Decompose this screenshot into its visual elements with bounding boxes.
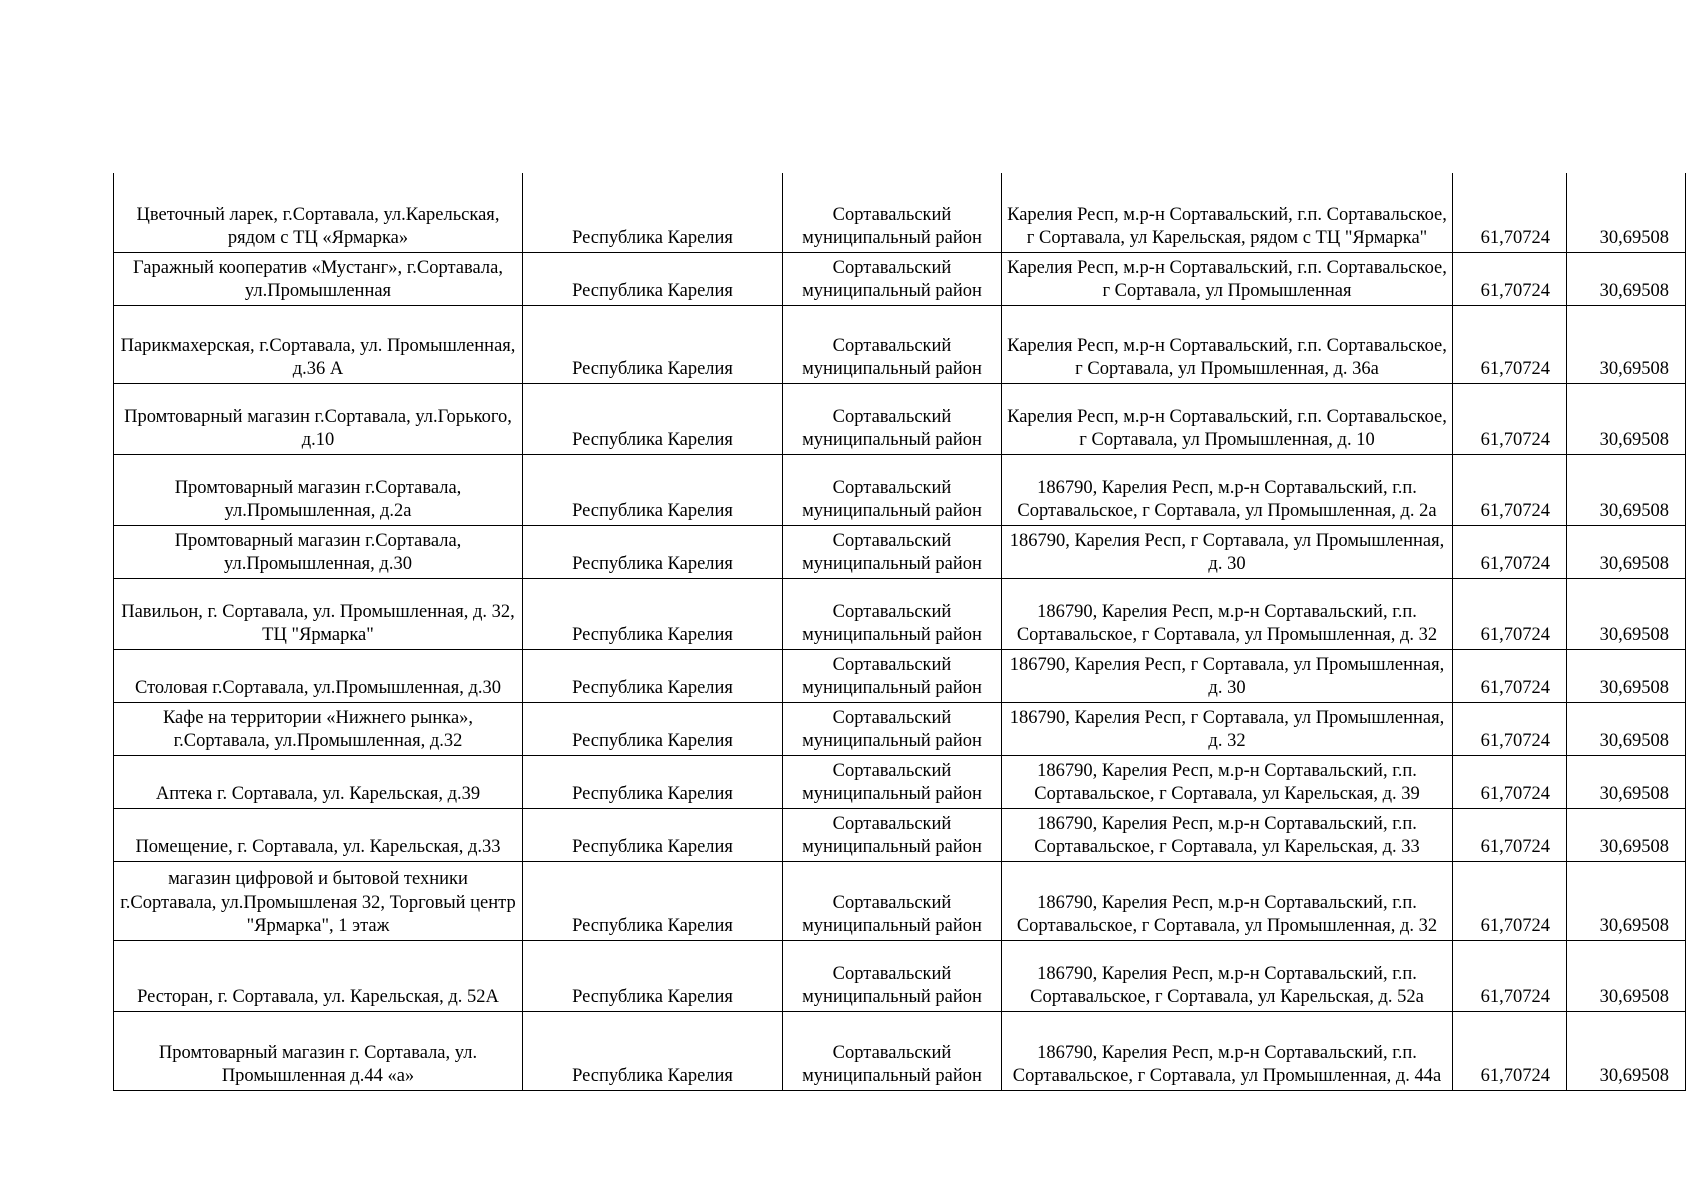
table-row	[114, 1011, 1686, 1090]
address-cell: Карелия Респ, м.р-н Сортавальский, г.п. Сортавальское, г Сортавала, ул Промышленная	[1002, 252, 1453, 305]
region-cell: Республика Карелия	[523, 454, 783, 525]
objects-table-body	[114, 173, 1686, 1090]
latitude-cell: 61,70724	[1453, 454, 1567, 525]
longitude-cell: 30,69508	[1567, 649, 1686, 702]
district-cell: Сортавальский муниципальный район	[783, 383, 1002, 454]
table-row	[114, 252, 1686, 305]
object-name-cell: Павильон, г. Сортавала, ул. Промышленная, д. 32, ТЦ "Ярмарка"	[114, 578, 523, 649]
address-cell: 186790, Карелия Респ, м.р-н Сортавальский, г.п. Сортавальское, г Сортавала, ул Промышленная, д. 44а	[1002, 1011, 1453, 1090]
longitude-cell: 30,69508	[1567, 454, 1686, 525]
region-cell: Республика Карелия	[523, 1011, 783, 1090]
district-cell: Сортавальский муниципальный район	[783, 755, 1002, 808]
longitude-cell: 30,69508	[1567, 383, 1686, 454]
address-cell: 186790, Карелия Респ, м.р-н Сортавальский, г.п. Сортавальское, г Сортавала, ул Карельская, д. 39	[1002, 755, 1453, 808]
object-name-cell: Промтоварный магазин г.Сортавала, ул.Промышленная, д.2а	[114, 454, 523, 525]
longitude-cell: 30,69508	[1567, 1011, 1686, 1090]
longitude-cell: 30,69508	[1567, 173, 1686, 252]
latitude-cell: 61,70724	[1453, 755, 1567, 808]
table-row	[114, 702, 1686, 755]
object-name-cell: Промтоварный магазин г.Сортавала, ул.Горького, д.10	[114, 383, 523, 454]
latitude-cell: 61,70724	[1453, 578, 1567, 649]
table-row	[114, 940, 1686, 1011]
region-cell: Республика Карелия	[523, 940, 783, 1011]
address-cell: 186790, Карелия Респ, г Сортавала, ул Промышленная, д. 30	[1002, 525, 1453, 578]
region-cell: Республика Карелия	[523, 808, 783, 861]
region-cell: Республика Карелия	[523, 702, 783, 755]
longitude-cell: 30,69508	[1567, 940, 1686, 1011]
object-name-cell: Цветочный ларек, г.Сортавала, ул.Карельская, рядом с ТЦ «Ярмарка»	[114, 173, 523, 252]
object-name-cell: Промтоварный магазин г. Сортавала, ул. Промышленная д.44 «а»	[114, 1011, 523, 1090]
objects-table	[113, 173, 1686, 1091]
latitude-cell: 61,70724	[1453, 525, 1567, 578]
object-name-cell: Гаражный кооператив «Мустанг», г.Сортавала, ул.Промышленная	[114, 252, 523, 305]
region-cell: Республика Карелия	[523, 861, 783, 940]
object-name-cell: Парикмахерская, г.Сортавала, ул. Промышленная, д.36 А	[114, 305, 523, 383]
district-cell: Сортавальский муниципальный район	[783, 454, 1002, 525]
region-cell: Республика Карелия	[523, 649, 783, 702]
document-page	[113, 173, 1685, 1091]
table-row	[114, 755, 1686, 808]
longitude-cell: 30,69508	[1567, 578, 1686, 649]
address-cell: 186790, Карелия Респ, м.р-н Сортавальский, г.п. Сортавальское, г Сортавала, ул Карельская, д. 52а	[1002, 940, 1453, 1011]
latitude-cell: 61,70724	[1453, 702, 1567, 755]
table-row	[114, 808, 1686, 861]
district-cell: Сортавальский муниципальный район	[783, 252, 1002, 305]
latitude-cell: 61,70724	[1453, 861, 1567, 940]
region-cell: Республика Карелия	[523, 252, 783, 305]
table-row	[114, 861, 1686, 940]
longitude-cell: 30,69508	[1567, 702, 1686, 755]
district-cell: Сортавальский муниципальный район	[783, 808, 1002, 861]
object-name-cell: Промтоварный магазин г.Сортавала, ул.Промышленная, д.30	[114, 525, 523, 578]
latitude-cell: 61,70724	[1453, 808, 1567, 861]
address-cell: 186790, Карелия Респ, м.р-н Сортавальский, г.п. Сортавальское, г Сортавала, ул Карельская, д. 33	[1002, 808, 1453, 861]
address-cell: Карелия Респ, м.р-н Сортавальский, г.п. Сортавальское, г Сортавала, ул Промышленная, д. 36а	[1002, 305, 1453, 383]
district-cell: Сортавальский муниципальный район	[783, 1011, 1002, 1090]
longitude-cell: 30,69508	[1567, 525, 1686, 578]
district-cell: Сортавальский муниципальный район	[783, 649, 1002, 702]
region-cell: Республика Карелия	[523, 578, 783, 649]
latitude-cell: 61,70724	[1453, 649, 1567, 702]
address-cell: 186790, Карелия Респ, м.р-н Сортавальский, г.п. Сортавальское, г Сортавала, ул Промышленная, д. 2а	[1002, 454, 1453, 525]
longitude-cell: 30,69508	[1567, 755, 1686, 808]
table-row	[114, 383, 1686, 454]
district-cell: Сортавальский муниципальный район	[783, 525, 1002, 578]
district-cell: Сортавальский муниципальный район	[783, 305, 1002, 383]
region-cell: Республика Карелия	[523, 173, 783, 252]
object-name-cell: Помещение, г. Сортавала, ул. Карельская, д.33	[114, 808, 523, 861]
region-cell: Республика Карелия	[523, 383, 783, 454]
region-cell: Республика Карелия	[523, 525, 783, 578]
longitude-cell: 30,69508	[1567, 808, 1686, 861]
table-row	[114, 305, 1686, 383]
address-cell: 186790, Карелия Респ, м.р-н Сортавальский, г.п. Сортавальское, г Сортавала, ул Промышленная, д. 32	[1002, 578, 1453, 649]
district-cell: Сортавальский муниципальный район	[783, 861, 1002, 940]
district-cell: Сортавальский муниципальный район	[783, 578, 1002, 649]
address-cell: Карелия Респ, м.р-н Сортавальский, г.п. Сортавальское, г Сортавала, ул Промышленная, д. 10	[1002, 383, 1453, 454]
region-cell: Республика Карелия	[523, 305, 783, 383]
latitude-cell: 61,70724	[1453, 1011, 1567, 1090]
longitude-cell: 30,69508	[1567, 252, 1686, 305]
table-row	[114, 525, 1686, 578]
latitude-cell: 61,70724	[1453, 173, 1567, 252]
address-cell: 186790, Карелия Респ, м.р-н Сортавальский, г.п. Сортавальское, г Сортавала, ул Промышленная, д. 32	[1002, 861, 1453, 940]
table-row	[114, 649, 1686, 702]
district-cell: Сортавальский муниципальный район	[783, 702, 1002, 755]
district-cell: Сортавальский муниципальный район	[783, 940, 1002, 1011]
object-name-cell: Ресторан, г. Сортавала, ул. Карельская, д. 52А	[114, 940, 523, 1011]
object-name-cell: Аптека г. Сортавала, ул. Карельская, д.39	[114, 755, 523, 808]
latitude-cell: 61,70724	[1453, 940, 1567, 1011]
address-cell: 186790, Карелия Респ, г Сортавала, ул Промышленная, д. 30	[1002, 649, 1453, 702]
region-cell: Республика Карелия	[523, 755, 783, 808]
longitude-cell: 30,69508	[1567, 305, 1686, 383]
latitude-cell: 61,70724	[1453, 305, 1567, 383]
latitude-cell: 61,70724	[1453, 383, 1567, 454]
object-name-cell: магазин цифровой и бытовой техники г.Сортавала, ул.Промышленая 32, Торговый центр "Ярмарка", 1 этаж	[114, 861, 523, 940]
table-row	[114, 173, 1686, 252]
object-name-cell: Столовая г.Сортавала, ул.Промышленная, д.30	[114, 649, 523, 702]
table-row	[114, 454, 1686, 525]
table-row	[114, 578, 1686, 649]
district-cell: Сортавальский муниципальный район	[783, 173, 1002, 252]
address-cell: 186790, Карелия Респ, г Сортавала, ул Промышленная, д. 32	[1002, 702, 1453, 755]
address-cell: Карелия Респ, м.р-н Сортавальский, г.п. Сортавальское, г Сортавала, ул Карельская, рядом с ТЦ "Ярмарка"	[1002, 173, 1453, 252]
latitude-cell: 61,70724	[1453, 252, 1567, 305]
object-name-cell: Кафе на территории «Нижнего рынка», г.Сортавала, ул.Промышленная, д.32	[114, 702, 523, 755]
longitude-cell: 30,69508	[1567, 861, 1686, 940]
